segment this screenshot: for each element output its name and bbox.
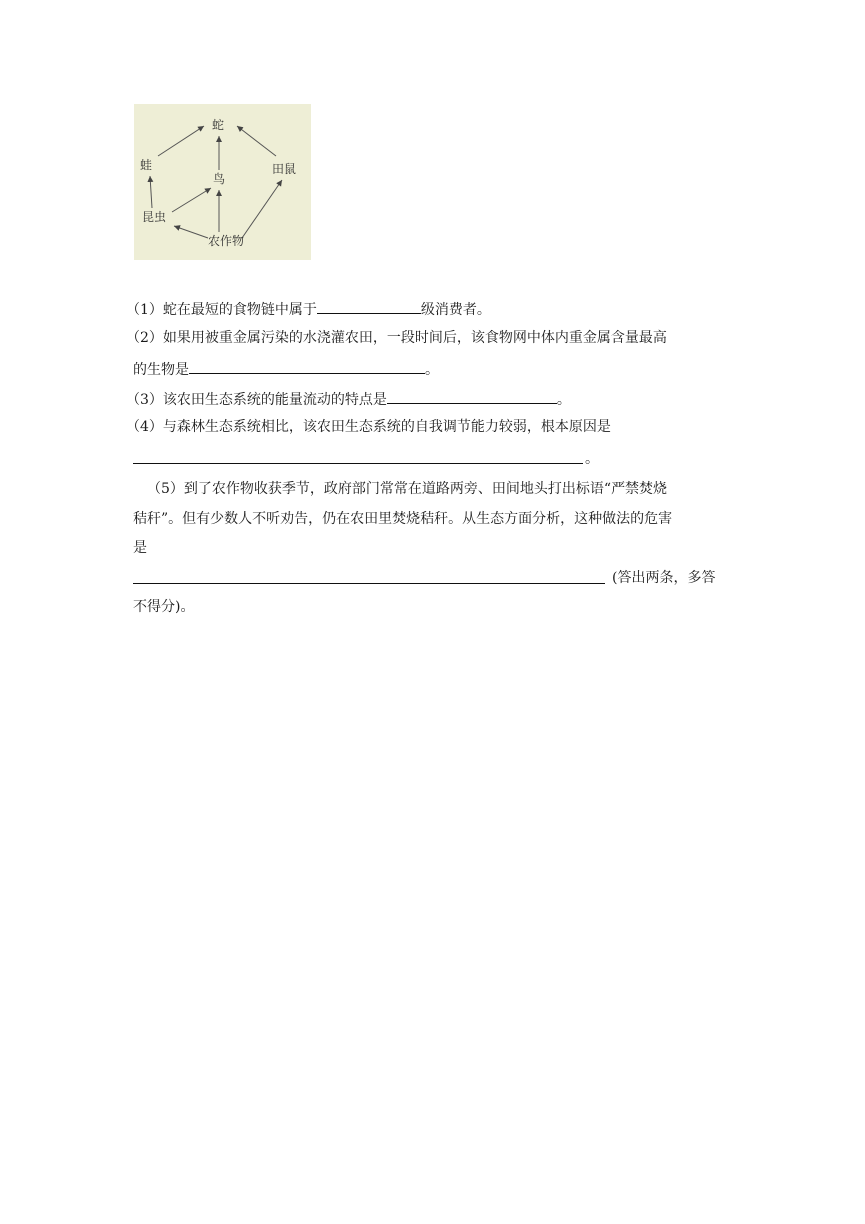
question-3-prefix: （3）该农田生态系统的能量流动的特点是 [126, 392, 387, 408]
answer-blank-4[interactable] [133, 462, 583, 464]
node-bird: 鸟 [213, 172, 226, 186]
question-2-line-2 [133, 359, 439, 379]
node-snake: 蛇 [212, 118, 225, 132]
question-3 [126, 389, 571, 409]
node-crop: 农作物 [208, 234, 245, 248]
node-frog: 蛙 [140, 158, 153, 172]
question-5-line-5: 不得分)。 [133, 599, 195, 615]
question-2-prefix: 的生物是 [133, 362, 189, 378]
arrow-insect-to-bird [172, 188, 211, 212]
question-5-line-2: 秸秆”。但有少数人不听劝告，仍在农田里焚烧秸秆。从生态方面分析，这种做法的危害 [133, 511, 673, 527]
arrow-frog-to-snake [158, 126, 204, 156]
question-1-suffix: 级消费者。 [420, 302, 491, 318]
arrow-mouse-to-snake [237, 126, 276, 156]
answer-blank-1[interactable] [317, 299, 421, 314]
arrow-crop-to-insect [174, 226, 208, 238]
question-4-end: 。 [585, 451, 599, 467]
node-field-mouse: 田鼠 [272, 162, 297, 176]
question-3-suffix: 。 [556, 392, 571, 408]
answer-blank-3[interactable] [387, 389, 557, 404]
arrow-crop-to-mouse [242, 180, 282, 238]
food-web-figure [134, 104, 311, 260]
question-4-line-1: （4）与森林生态系统相比，该农田生态系统的自我调节能力较弱，根本原因是 [126, 419, 611, 435]
question-2-line-1: （2）如果用被重金属污染的水浇灌农田，一段时间后，该食物网中体内重金属含量最高 [126, 330, 667, 346]
node-insect: 昆虫 [142, 210, 167, 224]
question-1-prefix: （1）蛇在最短的食物链中属于 [126, 302, 317, 318]
question-5-line-3: 是 [133, 540, 147, 556]
arrow-insect-to-frog [150, 176, 152, 208]
question-5-tail: (答出两条，多答 [612, 570, 716, 586]
question-2-suffix: 。 [425, 362, 439, 378]
question-5-line-1: （5）到了农作物收获季节，政府部门常常在道路两旁、田间地头打出标语“严禁焚烧 [147, 481, 668, 497]
answer-blank-5[interactable] [133, 582, 605, 584]
answer-blank-2[interactable] [189, 359, 425, 374]
question-1 [126, 299, 491, 319]
